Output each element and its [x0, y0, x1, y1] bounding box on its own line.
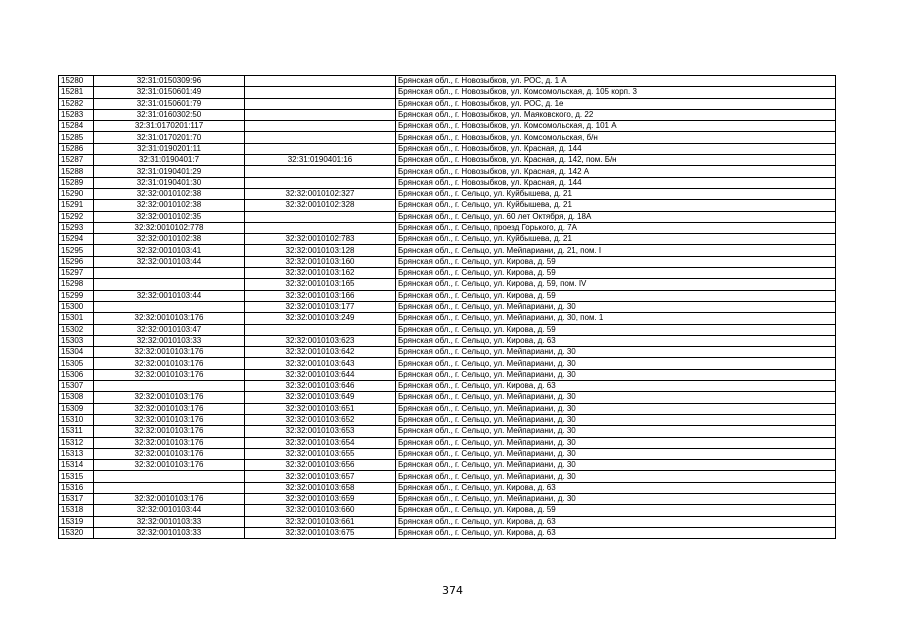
table-row: [59, 324, 836, 335]
related-cadastral-number-cell: 32:32:0010103:165: [245, 279, 396, 290]
address-cell: Брянская обл., г. Сельцо, ул. Мейпариани, д. 30: [396, 471, 836, 482]
table-row: [59, 313, 836, 324]
table-row: [59, 166, 836, 177]
related-cadastral-number-cell: 32:32:0010103:644: [245, 369, 396, 380]
related-cadastral-number-cell: 32:32:0010103:162: [245, 268, 396, 279]
cadastral-number-cell: 32:32:0010103:176: [94, 403, 245, 414]
address-cell: Брянская обл., г. Сельцо, ул. Куйбышева, д. 21: [396, 188, 836, 199]
related-cadastral-number-cell: 32:32:0010103:675: [245, 527, 396, 538]
row-number-cell: 15297: [59, 268, 94, 279]
table-row: [59, 143, 836, 154]
table-row: [59, 448, 836, 459]
table-row: [59, 245, 836, 256]
related-cadastral-number-cell: 32:31:0190401:16: [245, 155, 396, 166]
cadastral-number-cell: 32:32:0010103:33: [94, 516, 245, 527]
row-number-cell: 15306: [59, 369, 94, 380]
row-number-cell: 15299: [59, 290, 94, 301]
related-cadastral-number-cell: 32:32:0010103:660: [245, 505, 396, 516]
related-cadastral-number-cell: 32:32:0010103:249: [245, 313, 396, 324]
cadastral-number-cell: 32:32:0010103:44: [94, 290, 245, 301]
table-row: [59, 527, 836, 538]
cadastral-number-cell: [94, 301, 245, 312]
cadastral-number-cell: 32:32:0010103:176: [94, 493, 245, 504]
address-cell: Брянская обл., г. Сельцо, ул. Мейпариани, д. 30: [396, 437, 836, 448]
table-row: [59, 109, 836, 120]
related-cadastral-number-cell: 32:32:0010102:327: [245, 188, 396, 199]
row-number-cell: 15311: [59, 426, 94, 437]
address-cell: Брянская обл., г. Сельцо, ул. Кирова, д. 59: [396, 256, 836, 267]
related-cadastral-number-cell: 32:32:0010103:128: [245, 245, 396, 256]
related-cadastral-number-cell: [245, 132, 396, 143]
address-cell: Брянская обл., г. Сельцо, ул. Мейпариани, д. 30, пом. 1: [396, 313, 836, 324]
table-row: [59, 188, 836, 199]
address-cell: Брянская обл., г. Новозыбков, ул. Комсомольская, д. 101 А: [396, 121, 836, 132]
address-cell: Брянская обл., г. Сельцо, ул. Кирова, д. 59, пом. IV: [396, 279, 836, 290]
address-cell: Брянская обл., г. Сельцо, ул. Кирова, д. 59: [396, 505, 836, 516]
cadastral-number-cell: [94, 471, 245, 482]
page-number: 374: [442, 584, 463, 597]
related-cadastral-number-cell: [245, 98, 396, 109]
row-number-cell: 15289: [59, 177, 94, 188]
table-row: [59, 403, 836, 414]
cadastral-number-cell: 32:31:0190201:11: [94, 143, 245, 154]
registry-table-body: [59, 76, 836, 539]
cadastral-number-cell: 32:32:0010103:33: [94, 335, 245, 346]
row-number-cell: 15301: [59, 313, 94, 324]
table-row: [59, 392, 836, 403]
related-cadastral-number-cell: [245, 121, 396, 132]
table-row: [59, 347, 836, 358]
table-row: [59, 211, 836, 222]
table-row: [59, 87, 836, 98]
row-number-cell: 15303: [59, 335, 94, 346]
cadastral-number-cell: 32:31:0190401:29: [94, 166, 245, 177]
cadastral-number-cell: 32:32:0010102:778: [94, 222, 245, 233]
row-number-cell: 15290: [59, 188, 94, 199]
address-cell: Брянская обл., г. Сельцо, ул. Кирова, д. 63: [396, 527, 836, 538]
address-cell: Брянская обл., г. Сельцо, ул. Мейпариани, д. 30: [396, 392, 836, 403]
related-cadastral-number-cell: [245, 87, 396, 98]
table-row: [59, 98, 836, 109]
table-row: [59, 437, 836, 448]
related-cadastral-number-cell: 32:32:0010103:654: [245, 437, 396, 448]
cadastral-number-cell: 32:31:0170201:70: [94, 132, 245, 143]
cadastral-number-cell: 32:32:0010102:38: [94, 188, 245, 199]
address-cell: Брянская обл., г. Сельцо, ул. 60 лет Октября, д. 18А: [396, 211, 836, 222]
address-cell: Брянская обл., г. Сельцо, ул. Мейпариани, д. 30: [396, 493, 836, 504]
property-registry-table: [58, 75, 836, 539]
row-number-cell: 15284: [59, 121, 94, 132]
table-row: [59, 177, 836, 188]
cadastral-number-cell: 32:31:0150309:96: [94, 76, 245, 87]
cadastral-number-cell: 32:31:0160302:50: [94, 109, 245, 120]
row-number-cell: 15302: [59, 324, 94, 335]
row-number-cell: 15288: [59, 166, 94, 177]
cadastral-number-cell: 32:32:0010102:35: [94, 211, 245, 222]
row-number-cell: 15296: [59, 256, 94, 267]
cadastral-number-cell: 32:31:0190401:7: [94, 155, 245, 166]
related-cadastral-number-cell: 32:32:0010103:643: [245, 358, 396, 369]
row-number-cell: 15308: [59, 392, 94, 403]
related-cadastral-number-cell: [245, 143, 396, 154]
cadastral-number-cell: 32:32:0010103:47: [94, 324, 245, 335]
table-row: [59, 234, 836, 245]
table-row: [59, 76, 836, 87]
related-cadastral-number-cell: [245, 211, 396, 222]
related-cadastral-number-cell: [245, 222, 396, 233]
address-cell: Брянская обл., г. Новозыбков, ул. Комсомольская, д. 105 корп. 3: [396, 87, 836, 98]
related-cadastral-number-cell: 32:32:0010103:649: [245, 392, 396, 403]
row-number-cell: 15281: [59, 87, 94, 98]
related-cadastral-number-cell: 32:32:0010103:659: [245, 493, 396, 504]
address-cell: Брянская обл., г. Сельцо, ул. Мейпариани, д. 30: [396, 460, 836, 471]
address-cell: Брянская обл., г. Сельцо, ул. Мейпариани, д. 21, пом. I: [396, 245, 836, 256]
related-cadastral-number-cell: 32:32:0010102:328: [245, 200, 396, 211]
address-cell: Брянская обл., г. Сельцо, ул. Куйбышева, д. 21: [396, 234, 836, 245]
related-cadastral-number-cell: 32:32:0010102:783: [245, 234, 396, 245]
table-row: [59, 505, 836, 516]
cadastral-number-cell: 32:32:0010103:176: [94, 460, 245, 471]
related-cadastral-number-cell: [245, 324, 396, 335]
row-number-cell: 15313: [59, 448, 94, 459]
address-cell: Брянская обл., г. Сельцо, ул. Мейпариани, д. 30: [396, 369, 836, 380]
cadastral-number-cell: 32:32:0010103:176: [94, 313, 245, 324]
row-number-cell: 15298: [59, 279, 94, 290]
address-cell: Брянская обл., г. Новозыбков, ул. Красная, д. 142 А: [396, 166, 836, 177]
address-cell: Брянская обл., г. Сельцо, ул. Мейпариани, д. 30: [396, 448, 836, 459]
related-cadastral-number-cell: 32:32:0010103:657: [245, 471, 396, 482]
cadastral-number-cell: 32:32:0010103:44: [94, 505, 245, 516]
related-cadastral-number-cell: [245, 109, 396, 120]
related-cadastral-number-cell: 32:32:0010103:166: [245, 290, 396, 301]
cadastral-number-cell: 32:32:0010103:176: [94, 426, 245, 437]
row-number-cell: 15292: [59, 211, 94, 222]
table-row: [59, 516, 836, 527]
related-cadastral-number-cell: 32:32:0010103:653: [245, 426, 396, 437]
table-row: [59, 381, 836, 392]
address-cell: Брянская обл., г. Новозыбков, ул. Красная, д. 142, пом. Б/н: [396, 155, 836, 166]
related-cadastral-number-cell: 32:32:0010103:658: [245, 482, 396, 493]
cadastral-number-cell: [94, 482, 245, 493]
row-number-cell: 15294: [59, 234, 94, 245]
row-number-cell: 15309: [59, 403, 94, 414]
row-number-cell: 15283: [59, 109, 94, 120]
related-cadastral-number-cell: 32:32:0010103:652: [245, 414, 396, 425]
row-number-cell: 15314: [59, 460, 94, 471]
table-row: [59, 121, 836, 132]
cadastral-number-cell: [94, 268, 245, 279]
cadastral-number-cell: 32:32:0010102:38: [94, 234, 245, 245]
address-cell: Брянская обл., г. Новозыбков, ул. Комсомольская, б/н: [396, 132, 836, 143]
row-number-cell: 15300: [59, 301, 94, 312]
address-cell: Брянская обл., г. Сельцо, ул. Мейпариани, д. 30: [396, 426, 836, 437]
row-number-cell: 15305: [59, 358, 94, 369]
row-number-cell: 15293: [59, 222, 94, 233]
table-row: [59, 493, 836, 504]
table-row: [59, 471, 836, 482]
table-row: [59, 358, 836, 369]
row-number-cell: 15310: [59, 414, 94, 425]
table-row: [59, 222, 836, 233]
address-cell: Брянская обл., г. Сельцо, проезд Горького, д. 7А: [396, 222, 836, 233]
table-row: [59, 132, 836, 143]
address-cell: Брянская обл., г. Новозыбков, ул. РОС, д. 1 А: [396, 76, 836, 87]
address-cell: Брянская обл., г. Новозыбков, ул. Маяковского, д. 22: [396, 109, 836, 120]
address-cell: Брянская обл., г. Сельцо, ул. Кирова, д. 63: [396, 335, 836, 346]
address-cell: Брянская обл., г. Сельцо, ул. Мейпариани, д. 30: [396, 403, 836, 414]
table-row: [59, 301, 836, 312]
address-cell: Брянская обл., г. Новозыбков, ул. РОС, д. 1е: [396, 98, 836, 109]
table-row: [59, 369, 836, 380]
related-cadastral-number-cell: 32:32:0010103:655: [245, 448, 396, 459]
cadastral-number-cell: 32:31:0150601:49: [94, 87, 245, 98]
cadastral-number-cell: 32:32:0010103:176: [94, 414, 245, 425]
row-number-cell: 15315: [59, 471, 94, 482]
cadastral-number-cell: 32:32:0010103:176: [94, 358, 245, 369]
related-cadastral-number-cell: 32:32:0010103:646: [245, 381, 396, 392]
address-cell: Брянская обл., г. Сельцо, ул. Кирова, д. 59: [396, 268, 836, 279]
address-cell: Брянская обл., г. Сельцо, ул. Кирова, д. 63: [396, 516, 836, 527]
address-cell: Брянская обл., г. Сельцо, ул. Мейпариани, д. 30: [396, 301, 836, 312]
row-number-cell: 15304: [59, 347, 94, 358]
related-cadastral-number-cell: [245, 177, 396, 188]
table-row: [59, 155, 836, 166]
cadastral-number-cell: 32:32:0010103:176: [94, 369, 245, 380]
address-cell: Брянская обл., г. Сельцо, ул. Мейпариани, д. 30: [396, 347, 836, 358]
table-row: [59, 279, 836, 290]
related-cadastral-number-cell: 32:32:0010103:623: [245, 335, 396, 346]
address-cell: Брянская обл., г. Новозыбков, ул. Красная, д. 144: [396, 143, 836, 154]
table-row: [59, 200, 836, 211]
row-number-cell: 15287: [59, 155, 94, 166]
table-row: [59, 414, 836, 425]
cadastral-number-cell: 32:32:0010103:44: [94, 256, 245, 267]
row-number-cell: 15286: [59, 143, 94, 154]
related-cadastral-number-cell: 32:32:0010103:661: [245, 516, 396, 527]
related-cadastral-number-cell: [245, 76, 396, 87]
table-row: [59, 482, 836, 493]
row-number-cell: 15318: [59, 505, 94, 516]
table-row: [59, 335, 836, 346]
address-cell: Брянская обл., г. Сельцо, ул. Куйбышева, д. 21: [396, 200, 836, 211]
cadastral-number-cell: 32:32:0010103:176: [94, 392, 245, 403]
address-cell: Брянская обл., г. Новозыбков, ул. Красная, д. 144: [396, 177, 836, 188]
related-cadastral-number-cell: [245, 166, 396, 177]
related-cadastral-number-cell: 32:32:0010103:651: [245, 403, 396, 414]
cadastral-number-cell: 32:32:0010103:176: [94, 448, 245, 459]
table-row: [59, 256, 836, 267]
address-cell: Брянская обл., г. Сельцо, ул. Мейпариани, д. 30: [396, 358, 836, 369]
cadastral-number-cell: [94, 381, 245, 392]
related-cadastral-number-cell: 32:32:0010103:177: [245, 301, 396, 312]
table-row: [59, 426, 836, 437]
cadastral-number-cell: 32:32:0010103:176: [94, 437, 245, 448]
cadastral-number-cell: 32:31:0190401:30: [94, 177, 245, 188]
cadastral-number-cell: 32:32:0010103:176: [94, 347, 245, 358]
address-cell: Брянская обл., г. Сельцо, ул. Кирова, д. 63: [396, 381, 836, 392]
row-number-cell: 15319: [59, 516, 94, 527]
address-cell: Брянская обл., г. Сельцо, ул. Мейпариани, д. 30: [396, 414, 836, 425]
row-number-cell: 15317: [59, 493, 94, 504]
row-number-cell: 15282: [59, 98, 94, 109]
row-number-cell: 15320: [59, 527, 94, 538]
table-row: [59, 290, 836, 301]
cadastral-number-cell: 32:32:0010102:38: [94, 200, 245, 211]
related-cadastral-number-cell: 32:32:0010103:642: [245, 347, 396, 358]
cadastral-number-cell: 32:31:0170201:117: [94, 121, 245, 132]
row-number-cell: 15307: [59, 381, 94, 392]
related-cadastral-number-cell: 32:32:0010103:656: [245, 460, 396, 471]
address-cell: Брянская обл., г. Сельцо, ул. Кирова, д. 59: [396, 290, 836, 301]
cadastral-number-cell: [94, 279, 245, 290]
row-number-cell: 15280: [59, 76, 94, 87]
row-number-cell: 15295: [59, 245, 94, 256]
address-cell: Брянская обл., г. Сельцо, ул. Кирова, д. 63: [396, 482, 836, 493]
cadastral-number-cell: 32:31:0150601:79: [94, 98, 245, 109]
related-cadastral-number-cell: 32:32:0010103:160: [245, 256, 396, 267]
row-number-cell: 15285: [59, 132, 94, 143]
row-number-cell: 15291: [59, 200, 94, 211]
cadastral-number-cell: 32:32:0010103:33: [94, 527, 245, 538]
table-row: [59, 268, 836, 279]
cadastral-number-cell: 32:32:0010103:41: [94, 245, 245, 256]
row-number-cell: 15312: [59, 437, 94, 448]
table-row: [59, 460, 836, 471]
row-number-cell: 15316: [59, 482, 94, 493]
address-cell: Брянская обл., г. Сельцо, ул. Кирова, д. 59: [396, 324, 836, 335]
